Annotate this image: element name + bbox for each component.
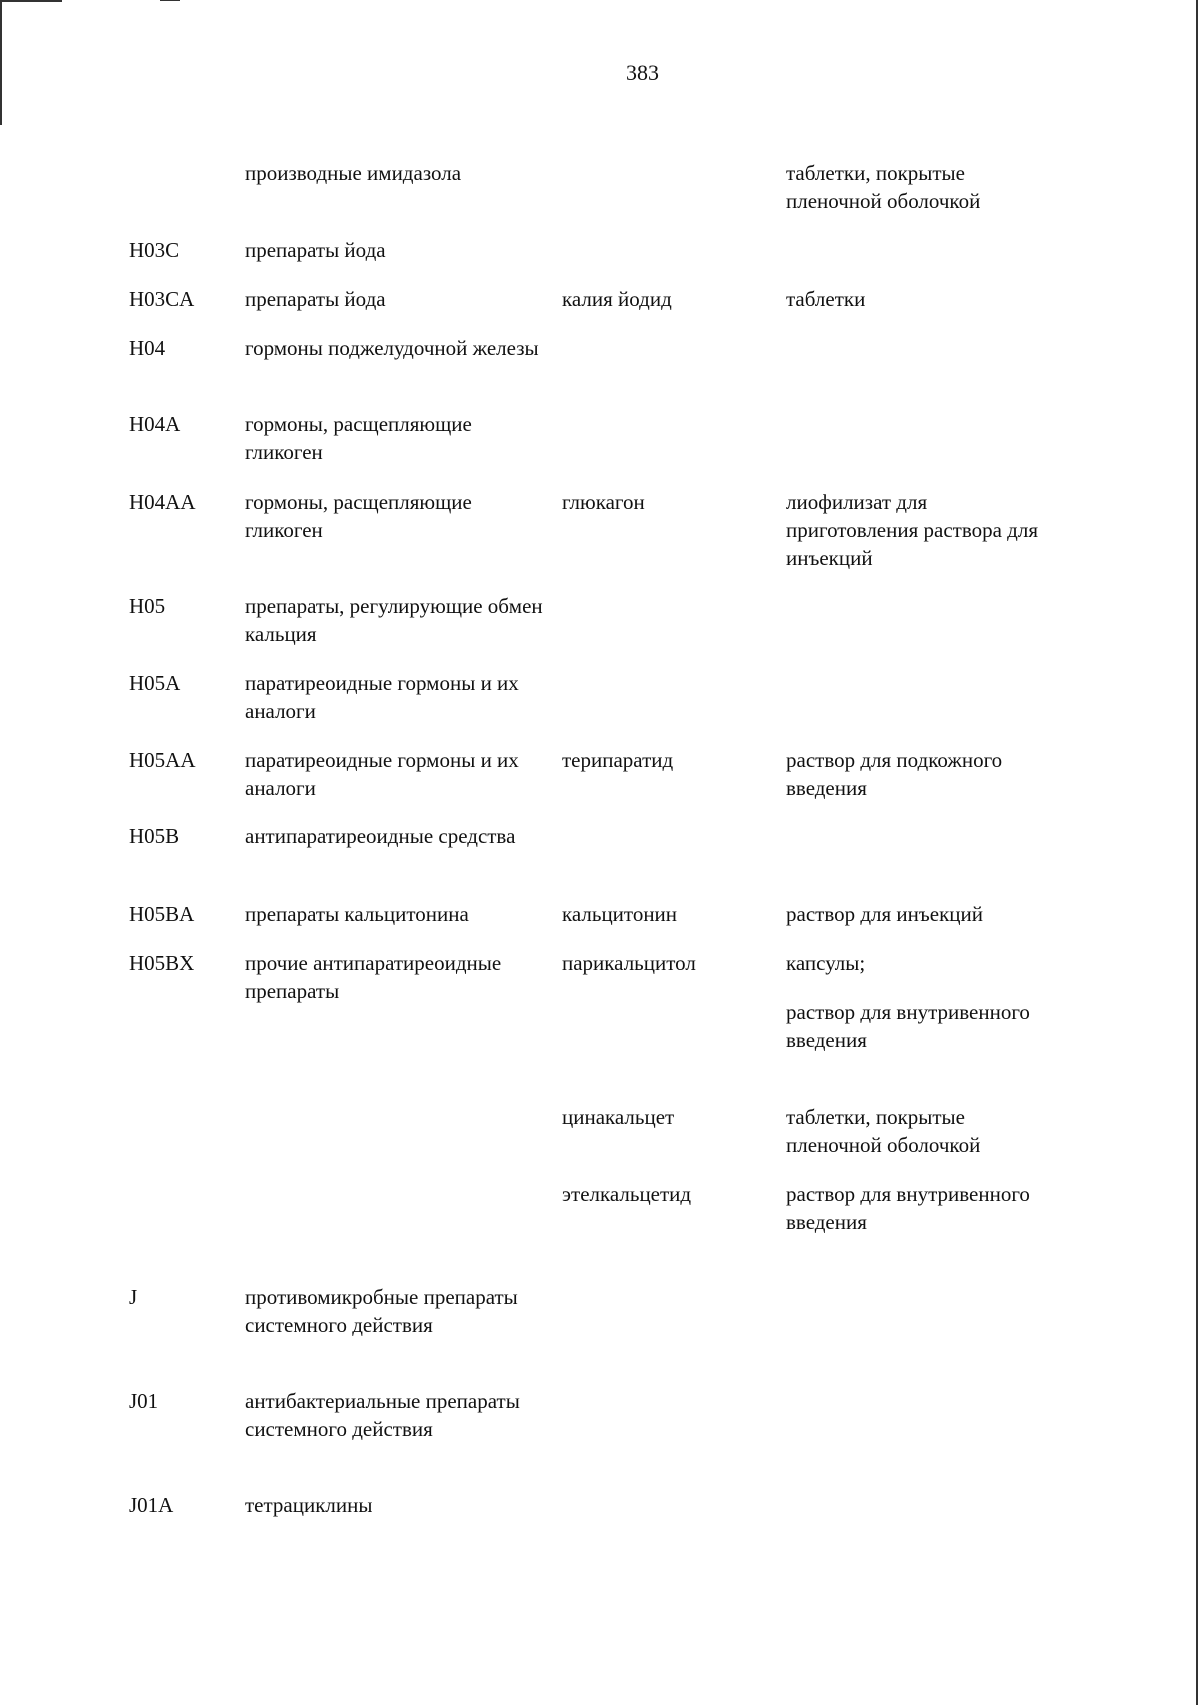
drug-substance: кальцитонин [562, 902, 678, 926]
anatomic-therapeutic-group: паратиреоидные гормоны и их аналоги [245, 671, 519, 723]
atc-code: H05A [129, 671, 181, 695]
page-number: 383 [626, 60, 659, 85]
scan-edge-right [1196, 0, 1198, 1705]
drug-substance: глюкагон [562, 490, 645, 514]
atc-code: J01A [129, 1493, 174, 1517]
dosage-form: капсулы; [786, 951, 866, 975]
drug-substance: парикальцитол [562, 951, 696, 975]
atc-code: H05B [129, 824, 180, 848]
anatomic-therapeutic-group: паратиреоидные гормоны и их аналоги [245, 748, 519, 800]
anatomic-therapeutic-group: препараты йода [245, 287, 386, 311]
atc-code: H05BX [129, 951, 195, 975]
dosage-form: лиофилизат для приготовления раствора для инъекций [786, 490, 1038, 570]
anatomic-therapeutic-group: гормоны поджелудочной железы [245, 336, 539, 360]
dosage-form: раствор для внутривенного введения [786, 1182, 1030, 1234]
dosage-form: таблетки [786, 287, 866, 311]
atc-code: H03CA [129, 287, 195, 311]
atc-code: J01 [129, 1389, 159, 1413]
drug-substance: цинакальцет [562, 1105, 675, 1129]
dosage-form: раствор для подкожного введения [786, 748, 1003, 800]
atc-code: J [129, 1285, 138, 1309]
anatomic-therapeutic-group: препараты йода [245, 238, 386, 262]
anatomic-therapeutic-group: антипаратиреоидные средства [245, 824, 516, 848]
dosage-form-list [786, 949, 1056, 1054]
atc-code: H03C [129, 238, 180, 262]
drug-substance: терипаратид [562, 748, 674, 772]
atc-code: H04 [129, 336, 166, 360]
anatomic-therapeutic-group: гормоны, расщепляющие гликоген [245, 490, 472, 542]
drug-substance: калия йодид [562, 287, 672, 311]
anatomic-therapeutic-group: препараты кальцитонина [245, 902, 469, 926]
drug-substance: этелкальцетид [562, 1182, 692, 1206]
atc-code: H04AA [129, 490, 196, 514]
anatomic-therapeutic-group: противомикробные препараты системного действия [245, 1285, 518, 1337]
dosage-form: таблетки, покрытые пленочной оболочкой [786, 161, 981, 213]
dosage-form: раствор для инъекций [786, 902, 983, 926]
anatomic-therapeutic-group: прочие антипаратиреоидные препараты [245, 951, 502, 1003]
anatomic-therapeutic-group: тетрациклины [245, 1493, 373, 1517]
atc-code: H04A [129, 412, 181, 436]
anatomic-therapeutic-group: производные имидазола [245, 161, 462, 185]
dosage-form: таблетки, покрытые пленочной оболочкой [786, 1105, 981, 1157]
anatomic-therapeutic-group: гормоны, расщепляющие гликоген [245, 412, 472, 464]
scan-edge-top [0, 0, 62, 2]
atc-code: H05BA [129, 902, 195, 926]
dosage-form: раствор для внутривенного введения [786, 1000, 1030, 1052]
atc-code: H05AA [129, 748, 196, 772]
scan-edge-top-short [160, 0, 180, 1]
anatomic-therapeutic-group: антибактериальные препараты системного действия [245, 1389, 520, 1441]
atc-code: H05 [129, 594, 166, 618]
anatomic-therapeutic-group: препараты, регулирующие обмен кальция [245, 594, 543, 646]
